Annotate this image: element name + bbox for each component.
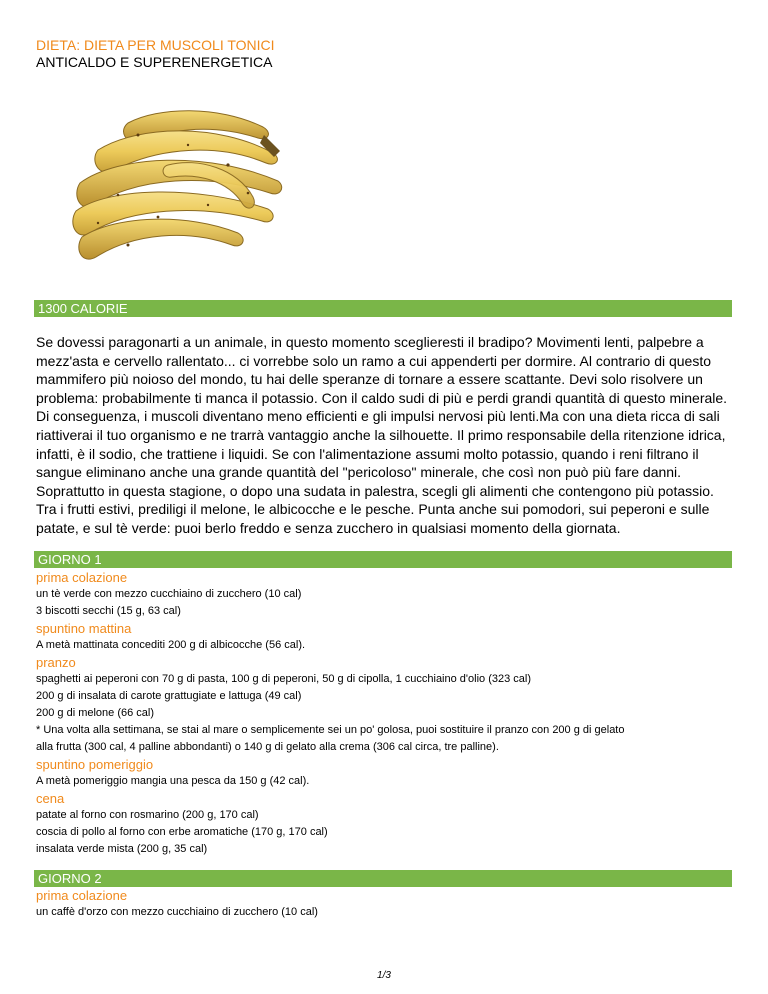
menu-line: coscia di pollo al forno con erbe aromatiche (170 g, 170 cal) — [36, 826, 328, 838]
meal-title-cena: cena — [36, 791, 65, 806]
page-number: 1/3 — [377, 970, 391, 981]
menu-line: patate al forno con rosmarino (200 g, 170 cal) — [36, 809, 259, 821]
diet-title: DIETA: DIETA PER MUSCOLI TONICI — [36, 37, 275, 53]
meal-title-spuntino-mattina: spuntino mattina — [36, 621, 132, 636]
menu-line: spaghetti ai peperoni con 70 g di pasta, 100 g di peperoni, 50 g di cipolla, 1 cucchiaino d'olio (323 cal) — [36, 673, 531, 685]
banana-bunch-image — [68, 105, 288, 265]
menu-line: 200 g di insalata di carote grattugiate e lattuga (49 cal) — [36, 690, 302, 702]
menu-line: insalata verde mista (200 g, 35 cal) — [36, 843, 208, 855]
diet-subtitle: ANTICALDO E SUPERENERGETICA — [36, 54, 273, 70]
menu-line: A metà pomeriggio mangia una pesca da 150 g (42 cal). — [36, 775, 310, 787]
meal-title-colazione: prima colazione — [36, 888, 128, 903]
day2-menu — [36, 887, 736, 921]
meal-title-colazione: prima colazione — [36, 570, 128, 585]
menu-line: * Una volta alla settimana, se stai al mare o semplicemente sei un po' golosa, puoi sostituire il pranzo con 200 g di gelato — [36, 724, 625, 736]
menu-line: alla frutta (300 cal, 4 palline abbondanti) o 140 g di gelato alla crema (306 cal circa, tre palline). — [36, 741, 499, 753]
day1-menu — [36, 569, 736, 858]
menu-line: 200 g di melone (66 cal) — [36, 707, 155, 719]
meal-title-spuntino-pomeriggio: spuntino pomeriggio — [36, 757, 154, 772]
menu-line: A metà mattinata concediti 200 g di albicocche (56 cal). — [36, 639, 306, 651]
day1-bar: GIORNO 1 — [34, 551, 732, 568]
menu-line: 3 biscotti secchi (15 g, 63 cal) — [36, 605, 181, 617]
meal-title-pranzo: pranzo — [36, 655, 76, 670]
menu-line: un caffè d'orzo con mezzo cucchiaino di zucchero (10 cal) — [36, 906, 318, 918]
intro-paragraph: Se dovessi paragonarti a un animale, in questo momento sceglieresti il bradipo? Movimenti lenti, palpebre a mezz'asta e cervello rallentato... ci vorrebbe solo un ramo a cui appenderti per dormire. Al contrario di questo mammifero più noioso del mondo, tu hai delle speranze di tornare a essere scattante. Devi solo risolvere un problema: probabilmente ti manca il potassio. Con il caldo sudi di più e perdi grandi quantità di questo minerale. Di conseguenza, i muscoli diventano meno efficienti e gli impulsi nervosi più lenti.Ma con una dieta ricca di sali riattiverai il tuo organismo e ne trarrà vantaggio anche la silhouette. Il primo responsabile della ritenzione idrica, infatti, è il sodio, che trattiene i liquidi. Se con l'alimentazione assumi molto potassio, quando i reni filtrano il sangue eliminano anche una grande quantità del "pericoloso" minerale, che così non può più fare danni. Soprattutto in questa stagione, o dopo una sudata in palestra, scegli gli alimenti che contengono più potassio. Tra i frutti estivi, prediligi il melone, le albicocche e le pesche. Punta anche sui pomodori, sui peperoni e sulle patate, e sul tè verde: puoi berlo freddo e senza zucchero in qualsiasi momento della giornata. — [36, 334, 728, 536]
calorie-bar: 1300 CALORIE — [34, 300, 732, 317]
day2-bar: GIORNO 2 — [34, 870, 732, 887]
menu-line: un tè verde con mezzo cucchiaino di zucchero (10 cal) — [36, 588, 302, 600]
